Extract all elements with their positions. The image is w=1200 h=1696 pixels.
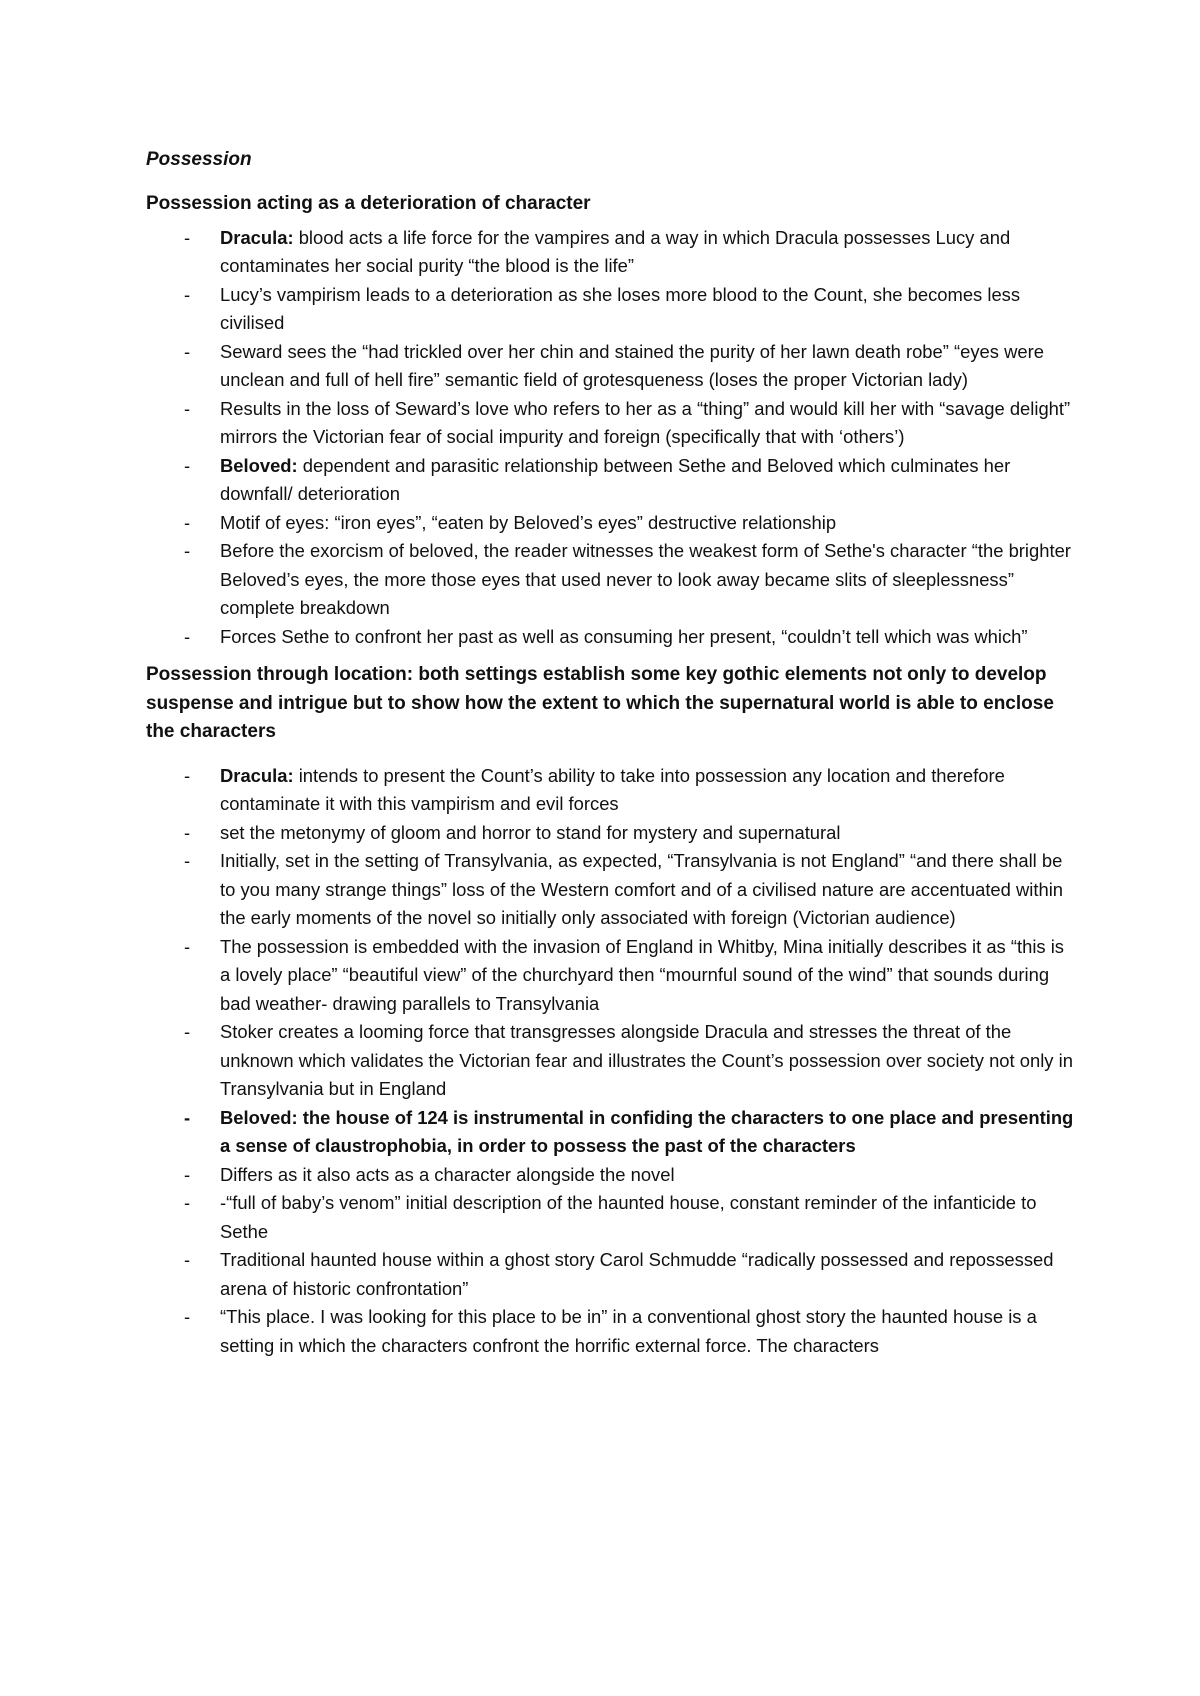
list-item [146, 452, 1076, 509]
item-text: Differs as it also acts as a character alongside the novel [220, 1163, 675, 1185]
item-text: blood acts a life force for the vampires and a way in which Dracula possesses Lucy and contaminates her social purity “the blood is the life” [220, 226, 1011, 276]
item-text: Seward sees the “had trickled over her chin and stained the purity of her lawn death robe” “eyes were unclean and full of hell fire” semantic field of grotesqueness (loses the proper Victorian lady) [220, 340, 1044, 390]
item-lead: Beloved: [220, 454, 298, 476]
section-heading-deterioration: Possession acting as a deterioration of character [146, 193, 591, 214]
list-item [146, 1189, 1076, 1246]
section-heading-location: Possession through location: both settings establish some key gothic elements not only to develop suspense and intrigue but to show how the extent to which the supernatural world is able to enclose the characters [146, 664, 1054, 742]
dash-bullet: - [184, 821, 191, 843]
list-item [146, 623, 1076, 652]
dash-bullet: - [184, 226, 191, 248]
list-item [146, 537, 1076, 623]
list-item [146, 933, 1076, 1019]
item-text: Forces Sethe to confront her past as well as consuming her present, “couldn’t tell which was which” [220, 625, 1028, 647]
dash-bullet: - [184, 1021, 191, 1042]
dash-bullet: - [184, 283, 191, 305]
dash-bullet: - [184, 540, 191, 561]
list-item [146, 281, 1076, 338]
item-text: Before the exorcism of beloved, the reader witnesses the weakest form of Sethe's character “the brighter Beloved’s eyes, the more those eyes that used never to look away became slits of sleeplessness” complete breakdown [220, 540, 1071, 618]
list-item [146, 1018, 1076, 1104]
dash-bullet: - [184, 850, 191, 871]
dash-bullet: - [184, 1192, 191, 1213]
item-text: The possession is embedded with the invasion of England in Whitby, Mina initially describes it as “this is a lovely place” “beautiful view” of the churchyard then “mournful sound of the wind” that sounds during bad weather- drawing parallels to Transylvania [220, 935, 1064, 1014]
list-item [146, 819, 1076, 848]
list-item [146, 1104, 1076, 1161]
list-item [146, 338, 1076, 395]
dash-bullet: - [184, 340, 191, 362]
dash-bullet: - [184, 1106, 191, 1128]
item-text: Traditional haunted house within a ghost story Carol Schmudde “radically possessed and repossessed arena of historic confrontation” [220, 1249, 1054, 1299]
list-item [146, 1246, 1076, 1303]
dash-bullet: - [184, 1249, 191, 1270]
item-text: intends to present the Count’s ability to take into possession any location and therefore contaminate it with this vampirism and evil forces [220, 764, 1005, 814]
list-item [146, 1303, 1076, 1360]
item-text: dependent and parasitic relationship between Sethe and Beloved which culminates her downfall/ deterioration [220, 454, 1011, 504]
dash-bullet: - [184, 1306, 191, 1327]
dash-bullet: - [184, 625, 191, 647]
document-page [146, 146, 1076, 1360]
dash-bullet: - [184, 764, 191, 786]
list-item [146, 224, 1076, 281]
bullet-list-location [146, 762, 1076, 1361]
item-text: “This place. I was looking for this place to be in” in a conventional ghost story the haunted house is a setting in which the characters confront the horrific external force. The characters [220, 1306, 1037, 1356]
list-item [146, 762, 1076, 819]
item-text: Beloved: the house of 124 is instrumental in confiding the characters to one place and presenting a sense of claustrophobia, in order to possess the past of the characters [220, 1106, 1074, 1156]
item-text: Initially, set in the setting of Transylvania, as expected, “Transylvania is not England” “and there shall be to you many strange things” loss of the Western comfort and of a civilised nature are accentuated within the early moments of the novel so initially only associated with foreign (Victorian audience) [220, 850, 1064, 928]
dash-bullet: - [184, 397, 191, 419]
item-text: Lucy’s vampirism leads to a deterioration as she loses more blood to the Count, she becomes less civilised [220, 283, 1021, 333]
item-text: Motif of eyes: “iron eyes”, “eaten by Beloved’s eyes” destructive relationship [220, 511, 837, 533]
dash-bullet: - [184, 511, 191, 533]
document-title: Possession [146, 149, 252, 170]
list-item [146, 847, 1076, 933]
item-text: Stoker creates a looming force that transgresses alongside Dracula and stresses the threat of the unknown which validates the Victorian fear and illustrates the Count’s possession over society not only in Transylvania but in England [220, 1021, 1073, 1099]
item-lead: Dracula: [220, 764, 294, 786]
dash-bullet: - [184, 1163, 191, 1185]
dash-bullet: - [184, 454, 191, 476]
list-item [146, 509, 1076, 538]
bullet-list-deterioration [146, 224, 1076, 652]
dash-bullet: - [184, 935, 191, 957]
item-lead: Dracula: [220, 226, 294, 248]
list-item [146, 1161, 1076, 1190]
item-text: Results in the loss of Seward’s love who refers to her as a “thing” and would kill her with “savage delight” mirrors the Victorian fear of social impurity and foreign (specifically that with ‘others’) [220, 397, 1071, 447]
item-text: -“full of baby’s venom” initial description of the haunted house, constant reminder of the infanticide to Sethe [220, 1192, 1037, 1242]
item-text: set the metonymy of gloom and horror to stand for mystery and supernatural [220, 821, 841, 843]
list-item [146, 395, 1076, 452]
